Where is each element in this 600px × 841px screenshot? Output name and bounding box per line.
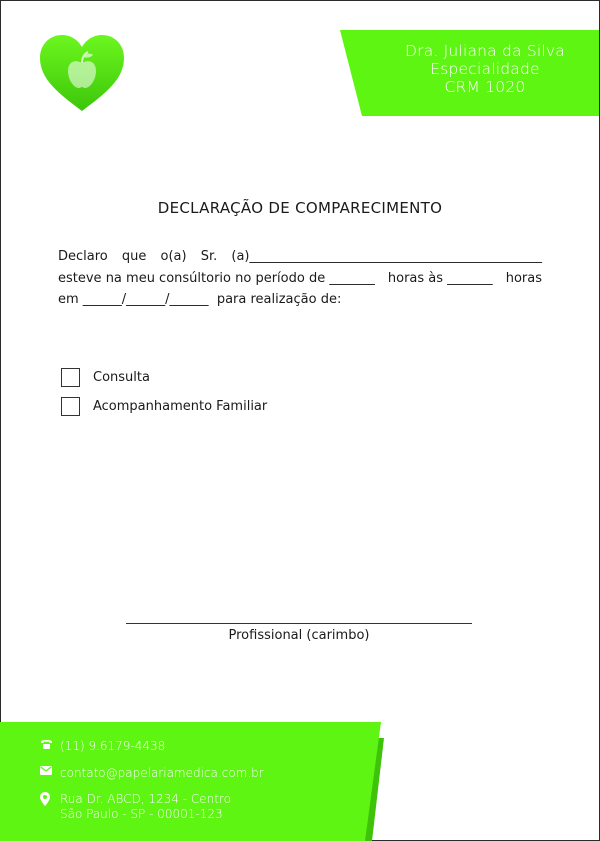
heart-apple-icon [38,33,126,113]
signature-line [126,623,472,624]
declaration-word: que [121,249,147,264]
location-pin-icon [40,792,54,793]
option-consulta[interactable] [61,368,150,387]
footer-address [40,792,231,822]
option-label: Acompanhamento Familiar [93,399,268,414]
declaration-word: Declaro [58,249,108,264]
logo [38,33,126,113]
footer-banner [0,722,600,841]
email-text: contato@papelariamedica.com.br [60,766,264,780]
declaration-line-2 [58,268,542,290]
footer-phone [40,739,165,754]
patient-name-field[interactable]: (a)_____________________________________________ [231,249,542,264]
address-line-2: São Paulo - SP - 00001-123 [60,807,223,821]
checkbox[interactable] [61,397,80,416]
declaration-text [58,246,542,311]
declaration-word: o(a) [160,249,187,264]
declaration-word: horas [505,270,542,286]
mail-icon [40,766,54,768]
period-end-field[interactable]: horas às _______ [387,270,493,286]
option-acompanhamento[interactable] [61,397,267,416]
doctor-info [380,42,590,96]
doctor-name: Dra. Juliana da Silva [404,42,565,60]
footer-email [40,766,264,781]
header-banner [340,30,599,116]
doctor-crm: CRM 1020 [444,78,526,96]
signature-label: Profissional (carimbo) [228,628,370,643]
period-start-field[interactable]: esteve na meu consúltorio no período de _______ [58,270,375,286]
date-field[interactable]: em ______/______/______ para realização de: [58,292,342,307]
phone-text: (11) 9.6179-4438 [60,739,166,753]
declaration-line-1 [58,246,542,268]
doctor-specialty: Especialidade [430,60,540,78]
option-label: Consulta [93,370,150,385]
address-block [60,792,231,822]
checkbox[interactable] [61,368,80,387]
declaration-word: Sr. [200,249,218,264]
declaration-line-3 [58,289,542,311]
document-title: DECLARAÇÃO DE COMPARECIMENTO [157,199,443,217]
address-line-1: Rua Dr. ABCD, 1234 - Centro [60,792,231,806]
